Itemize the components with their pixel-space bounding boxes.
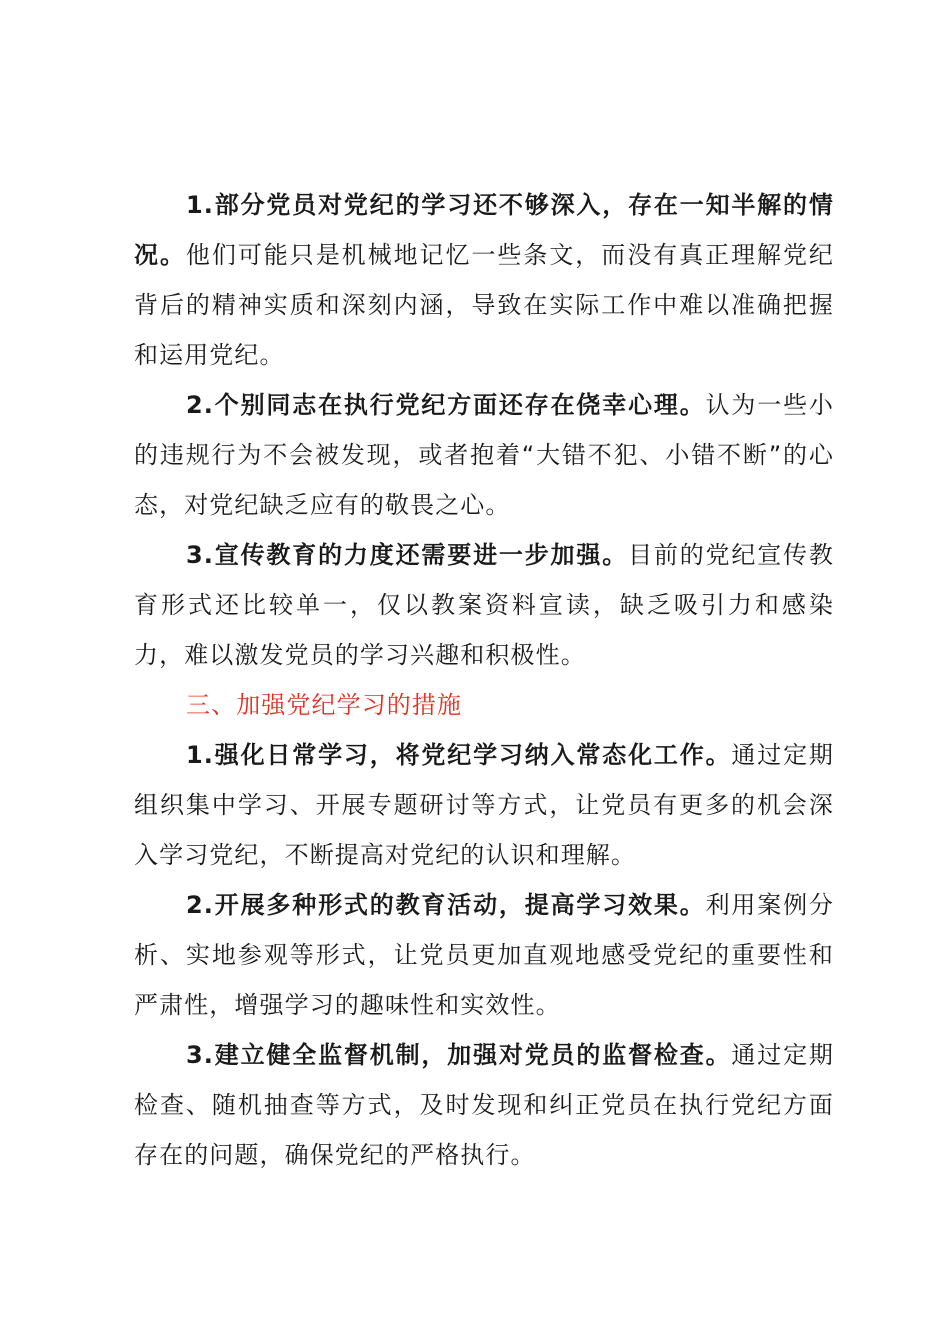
section-heading: 三、加强党纪学习的措施 [186,691,463,719]
problem-body-3: 目前的党纪宣传教育形式还比较单一，仅以教案资料宣读，缺乏吸引力和感染力，难以激发党员的学习兴趣和积极性。 [134,541,834,669]
problem-paragraph-2 [134,380,834,530]
problem-lead-3: 3.宣传教育的力度还需要进一步加强。 [186,541,629,569]
measure-body-1: 通过定期组织集中学习、开展专题研讨等方式，让党员有更多的机会深入学习党纪，不断提高对党纪的认识和理解。 [134,741,835,869]
problem-paragraph-3 [134,530,834,680]
measure-paragraph-3 [134,1030,834,1180]
problem-lead-2: 2.个别同志在执行党纪方面还存在侥幸心理。 [186,391,706,419]
measure-paragraph-1 [134,730,834,880]
measure-lead-1: 1.强化日常学习，将党纪学习纳入常态化工作。 [186,741,732,769]
document-body [134,180,834,1180]
problem-lead-1: 1.部分党员对党纪的学习还不够深入，存在一知半解的情况。 [134,191,834,269]
problem-body-1: 他们可能只是机械地记忆一些条文，而没有真正理解党纪背后的精神实质和深刻内涵，导致在实际工作中难以准确把握和运用党纪。 [134,241,835,369]
measure-lead-2: 2.开展多种形式的教育活动，提高学习效果。 [186,891,706,919]
measure-body-3: 通过定期检查、随机抽查等方式，及时发现和纠正党员在执行党纪方面存在的问题，确保党纪的严格执行。 [134,1041,835,1169]
measure-paragraph-2 [134,880,834,1030]
measure-lead-3: 3.建立健全监督机制，加强对党员的监督检查。 [186,1041,732,1069]
problem-paragraph-1 [134,180,834,380]
measure-body-2: 利用案例分析、实地参观等形式，让党员更加直观地感受党纪的重要性和严肃性，增强学习的趣味性和实效性。 [134,891,835,1019]
problem-body-2: 认为一些小的违规行为不会被发现，或者抱着“大错不犯、小错不断”的心态，对党纪缺乏应有的敬畏之心。 [134,391,835,519]
